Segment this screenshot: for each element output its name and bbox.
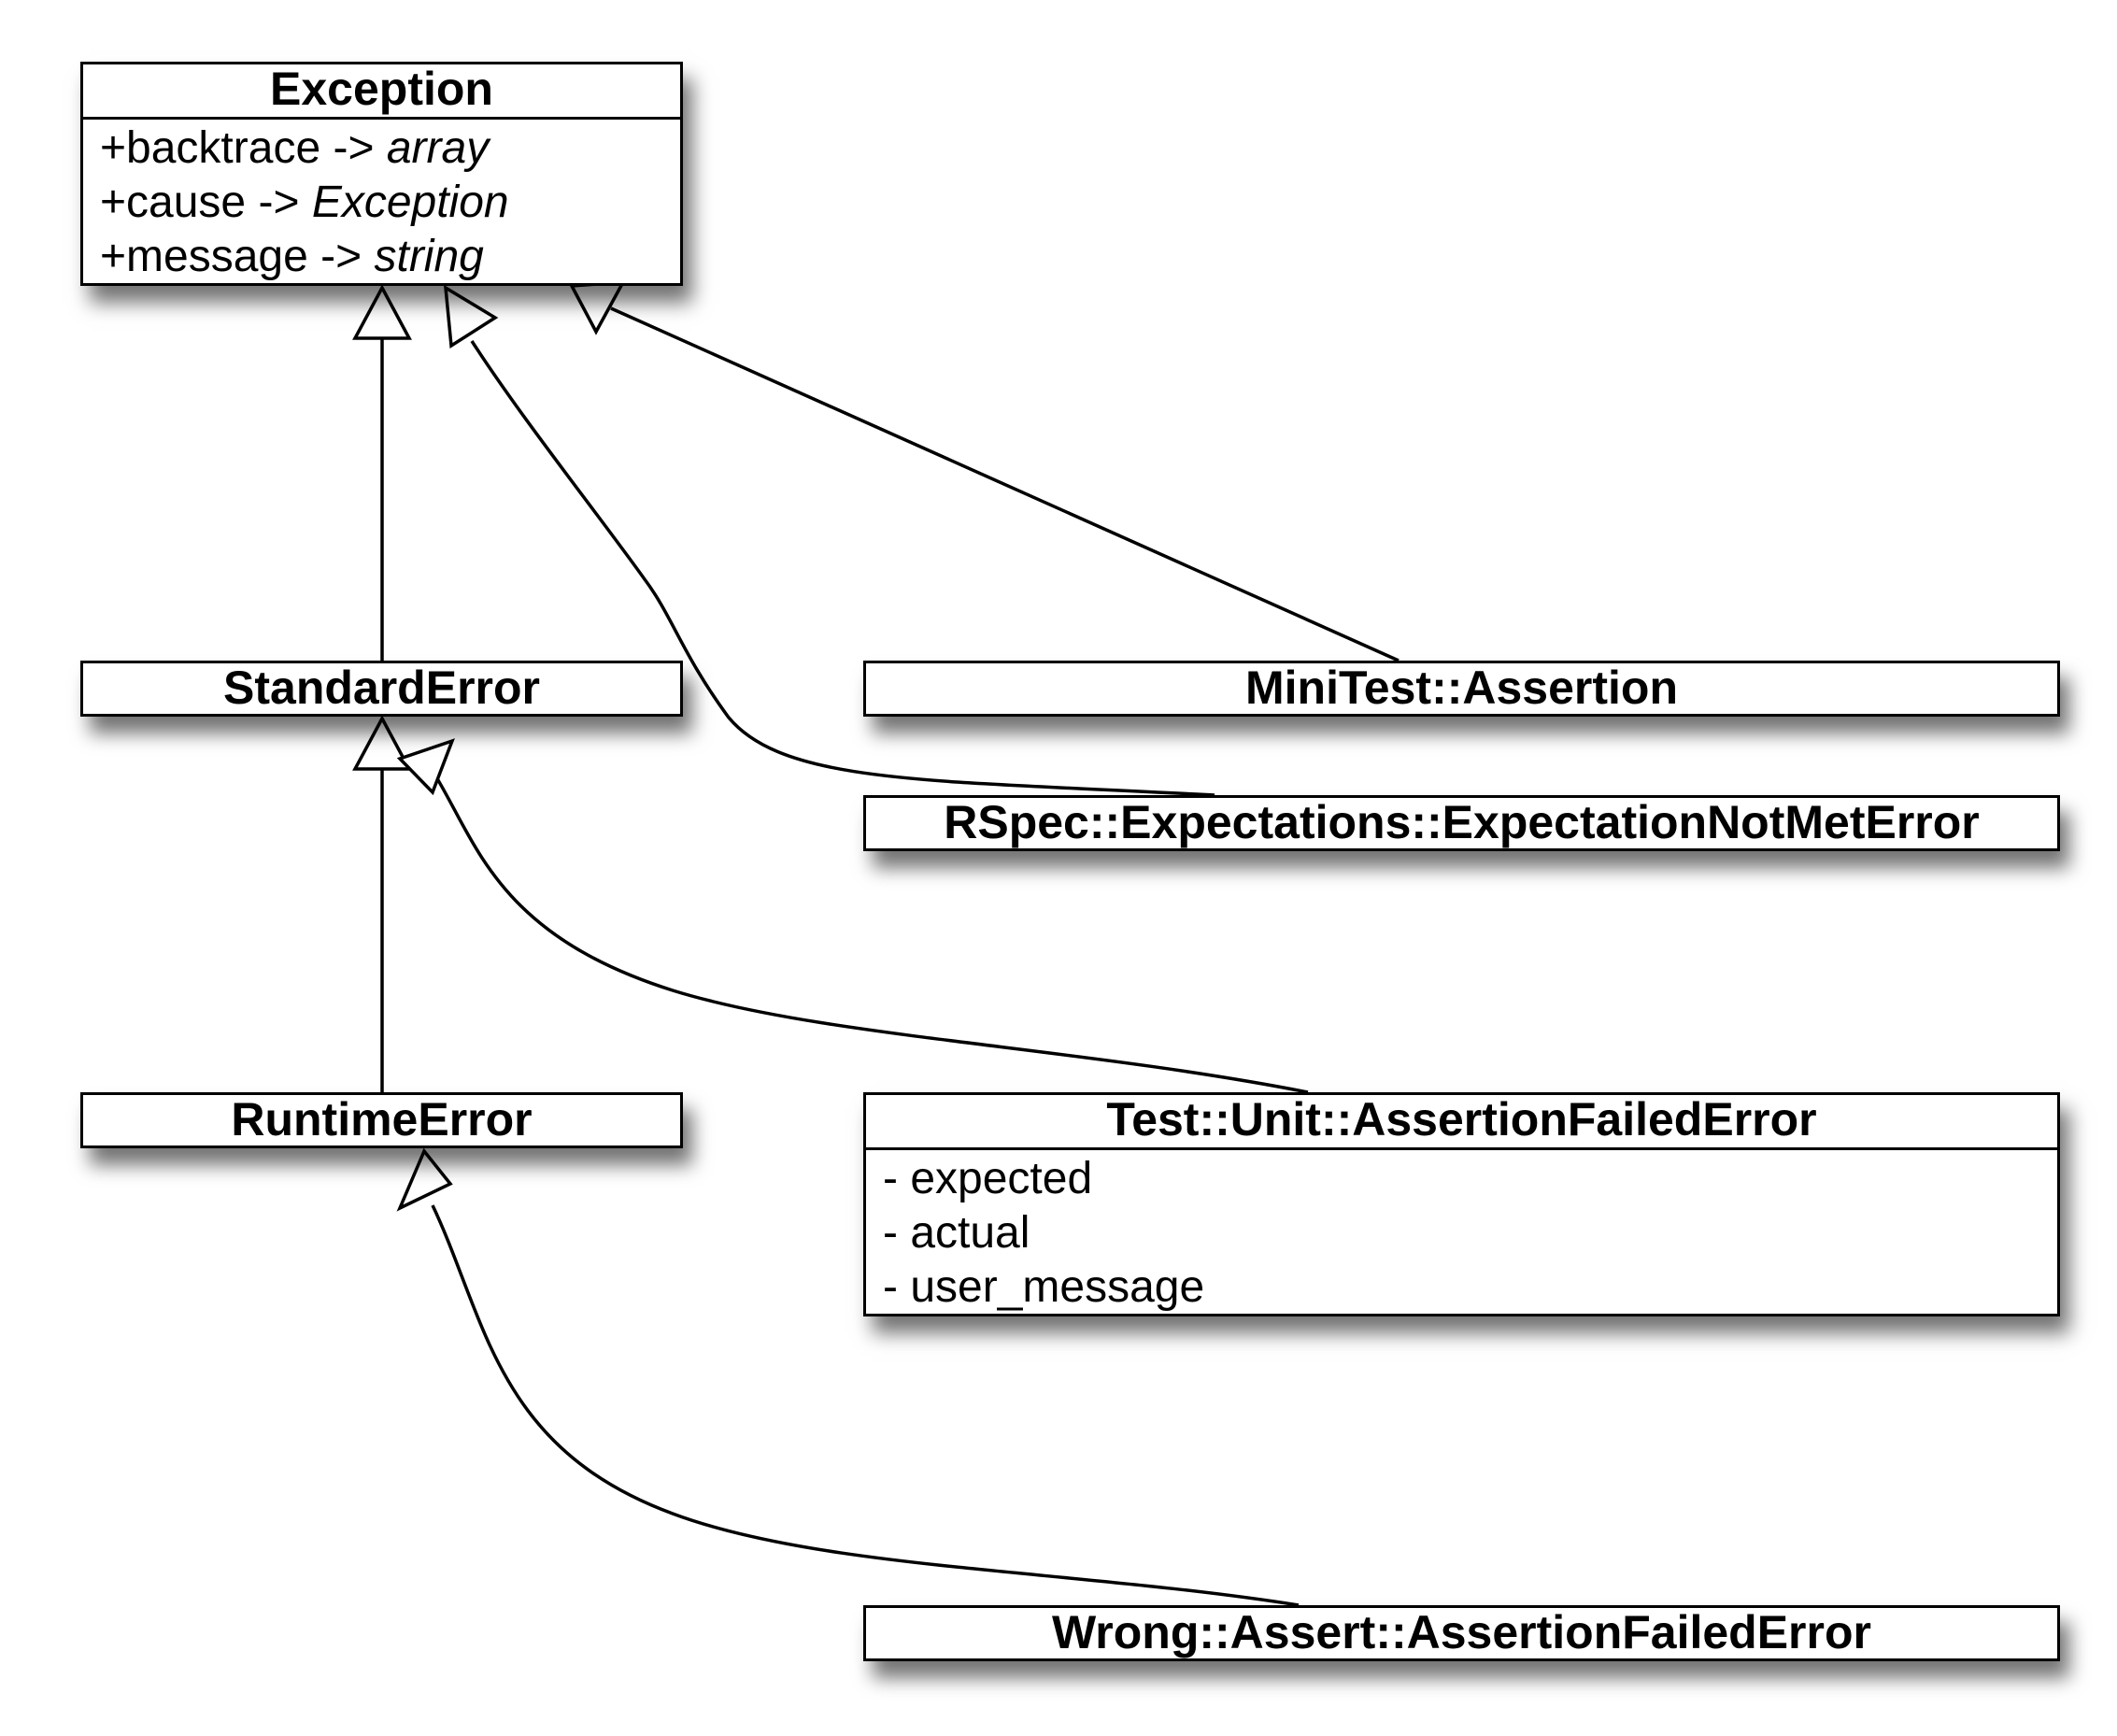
class-testunit-assertion-failed-error [863, 1092, 2060, 1316]
attribute-expected: - expected [883, 1154, 1093, 1203]
class-name: StandardError [223, 662, 540, 714]
class-standard-error [80, 661, 683, 717]
attribute-user-message: - user_message [883, 1262, 1205, 1312]
generalization-arrowhead [446, 288, 495, 346]
class-name: RSpec::Expectations::ExpectationNotMetError [944, 796, 1980, 848]
class-exception [80, 62, 683, 286]
class-name: Test::Unit::AssertionFailedError [1106, 1093, 1817, 1145]
class-name: Exception [270, 63, 493, 115]
class-name: RuntimeError [231, 1093, 533, 1145]
edge-minitest-exception [611, 308, 1399, 661]
attribute-cause: +cause -> Exception [100, 178, 509, 227]
attribute-backtrace: +backtrace -> array [100, 123, 490, 173]
class-name: Wrong::Assert::AssertionFailedError [1052, 1606, 1871, 1658]
class-name: MiniTest::Assertion [1245, 662, 1678, 714]
class-rspec-expectation-not-met-error [863, 795, 2060, 851]
attribute-message: +message -> string [100, 232, 484, 281]
attribute-list [866, 1147, 2057, 1315]
generalization-arrowhead [572, 282, 623, 332]
class-wrong-assertion-failed-error [863, 1605, 2060, 1661]
class-runtime-error [80, 1092, 683, 1148]
generalization-arrowhead [400, 1151, 450, 1208]
generalization-arrowhead [355, 288, 409, 338]
edge-rspec-exception [472, 341, 1215, 795]
attribute-list [83, 117, 680, 284]
class-minitest-assertion [863, 661, 2060, 717]
generalization-arrowhead [400, 741, 452, 792]
attribute-actual: - actual [883, 1208, 1030, 1258]
